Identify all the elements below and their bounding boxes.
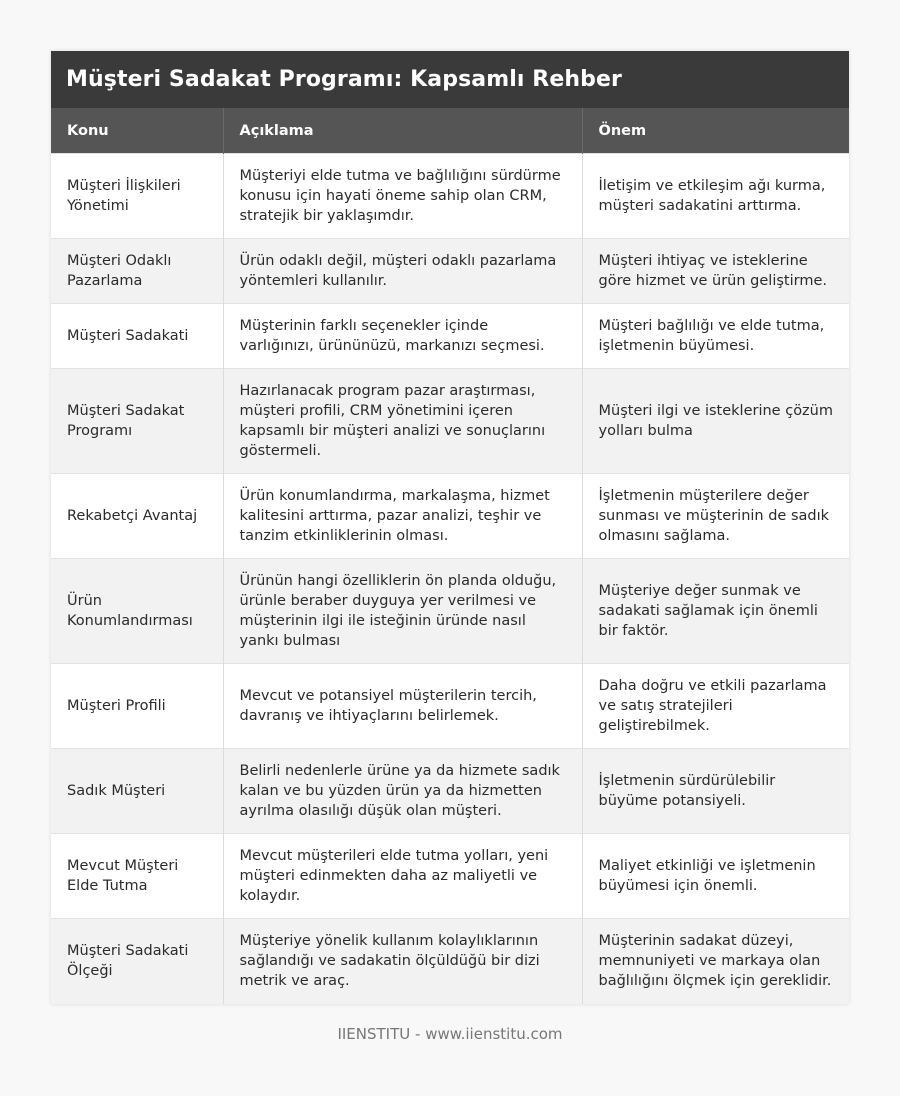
cell-konu: Müşteri Sadakati Ölçeği bbox=[51, 919, 223, 1004]
cell-konu: Rekabetçi Avantaj bbox=[51, 474, 223, 559]
table-row bbox=[51, 239, 849, 304]
cell-konu: Müşteri Sadakati bbox=[51, 304, 223, 369]
cell-onem: Müşteriye değer sunmak ve sadakati sağlamak için önemli bir faktör. bbox=[582, 559, 849, 664]
table-row bbox=[51, 919, 849, 1004]
cell-aciklama: Mevcut ve potansiyel müşterilerin tercih, davranış ve ihtiyaçlarını belirlemek. bbox=[223, 664, 582, 749]
header-onem: Önem bbox=[582, 108, 849, 154]
cell-aciklama: Müşterinin farklı seçenekler içinde varlığınızı, ürününüzü, markanızı seçmesi. bbox=[223, 304, 582, 369]
cell-aciklama: Mevcut müşterileri elde tutma yolları, yeni müşteri edinmekten daha az maliyetli ve kolaydır. bbox=[223, 834, 582, 919]
cell-aciklama: Ürün odaklı değil, müşteri odaklı pazarlama yöntemleri kullanılır. bbox=[223, 239, 582, 304]
cell-onem: İletişim ve etkileşim ağı kurma, müşteri sadakatini arttırma. bbox=[582, 154, 849, 239]
cell-konu: Müşteri İlişkileri Yönetimi bbox=[51, 154, 223, 239]
cell-onem: Daha doğru ve etkili pazarlama ve satış stratejileri geliştirebilmek. bbox=[582, 664, 849, 749]
table-row bbox=[51, 304, 849, 369]
cell-onem: İşletmenin müşterilere değer sunması ve müşterinin de sadık olmasını sağlama. bbox=[582, 474, 849, 559]
header-aciklama: Açıklama bbox=[223, 108, 582, 154]
cell-aciklama: Belirli nedenlerle ürüne ya da hizmete sadık kalan ve bu yüzden ürün ya da hizmetten ayrılma olasılığı düşük olan müşteri. bbox=[223, 749, 582, 834]
cell-onem: Müşteri ilgi ve isteklerine çözüm yolları bulma bbox=[582, 369, 849, 474]
table-row bbox=[51, 154, 849, 239]
table-header-row bbox=[51, 108, 849, 154]
cell-konu: Müşteri Odaklı Pazarlama bbox=[51, 239, 223, 304]
table-row bbox=[51, 834, 849, 919]
footer-credit: IIENSTITU - www.iienstitu.com bbox=[337, 1025, 563, 1043]
cell-onem: Müşteri ihtiyaç ve isteklerine göre hizmet ve ürün geliştirme. bbox=[582, 239, 849, 304]
header-konu: Konu bbox=[51, 108, 223, 154]
cell-onem: Müşteri bağlılığı ve elde tutma, işletmenin büyümesi. bbox=[582, 304, 849, 369]
cell-konu: Ürün Konumlandırması bbox=[51, 559, 223, 664]
table-row bbox=[51, 369, 849, 474]
table-row bbox=[51, 559, 849, 664]
table-row bbox=[51, 474, 849, 559]
page-title: Müşteri Sadakat Programı: Kapsamlı Rehber bbox=[66, 67, 622, 92]
cell-onem: İşletmenin sürdürülebilir büyüme potansiyeli. bbox=[582, 749, 849, 834]
title-bar bbox=[51, 51, 849, 108]
cell-aciklama: Müşteriyi elde tutma ve bağlılığını sürdürme konusu için hayati öneme sahip olan CRM, stratejik bir yaklaşımdır. bbox=[223, 154, 582, 239]
cell-aciklama: Hazırlanacak program pazar araştırması, müşteri profili, CRM yönetimini içeren kapsamlı bir müşteri analizi ve sonuçlarını göstermeli. bbox=[223, 369, 582, 474]
table-row bbox=[51, 664, 849, 749]
cell-aciklama: Müşteriye yönelik kullanım kolaylıklarının sağlandığı ve sadakatin ölçüldüğü bir dizi metrik ve araç. bbox=[223, 919, 582, 1004]
table-row bbox=[51, 749, 849, 834]
cell-aciklama: Ürün konumlandırma, markalaşma, hizmet kalitesini arttırma, pazar analizi, teşhir ve tanzim etkinliklerinin olması. bbox=[223, 474, 582, 559]
content-card bbox=[51, 51, 849, 1004]
cell-konu: Müşteri Profili bbox=[51, 664, 223, 749]
cell-konu: Müşteri Sadakat Programı bbox=[51, 369, 223, 474]
cell-aciklama: Ürünün hangi özelliklerin ön planda olduğu, ürünle beraber duyguya yer verilmesi ve müşterinin ilgi ile isteğinin üründe nasıl yankı bulması bbox=[223, 559, 582, 664]
cell-konu: Sadık Müşteri bbox=[51, 749, 223, 834]
cell-onem: Maliyet etkinliği ve işletmenin büyümesi için önemli. bbox=[582, 834, 849, 919]
data-table bbox=[51, 108, 849, 1004]
cell-onem: Müşterinin sadakat düzeyi, memnuniyeti ve markaya olan bağlılığını ölçmek için gereklidir. bbox=[582, 919, 849, 1004]
cell-konu: Mevcut Müşteri Elde Tutma bbox=[51, 834, 223, 919]
